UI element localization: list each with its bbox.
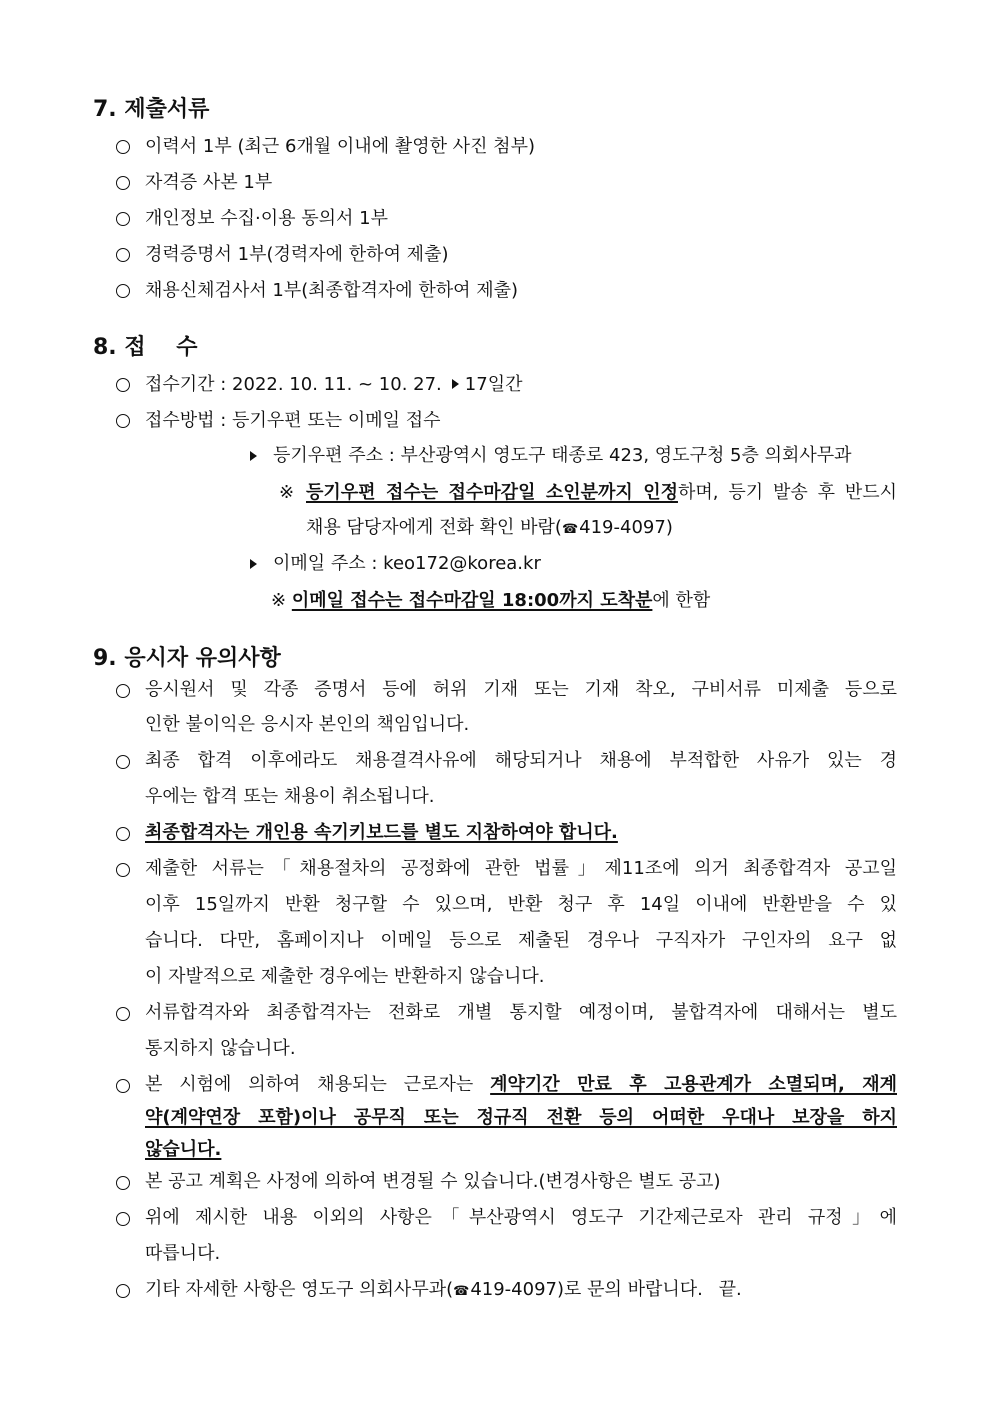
doc-item-4: 경력증명서 1부(경력자에 한하여 제출) xyxy=(145,244,449,265)
circle-bullet-icon xyxy=(116,1176,130,1190)
reception-period-days: 17일간 xyxy=(464,374,523,395)
notice-4-line2: 이후 15일까지 반환 청구할 수 있으며, 반환 청구 후 14일 이내에 반환받을 수 있 xyxy=(145,894,897,915)
circle-bullet-icon xyxy=(116,140,130,154)
mail-note-line1 xyxy=(306,481,897,505)
reception-method: 접수방법 : 등기우편 또는 이메일 접수 xyxy=(145,410,441,431)
circle-bullet-icon xyxy=(116,378,130,392)
notice-9-end: 끝. xyxy=(718,1279,742,1300)
mail-note-line2-text: 채용 담당자에게 전화 확인 바람( xyxy=(306,517,562,538)
circle-bullet-icon xyxy=(116,1007,130,1021)
email-address: 이메일 주소 : keo172@korea.kr xyxy=(273,553,541,574)
triangle-bullet-icon xyxy=(250,559,257,569)
notice-7: 본 공고 계획은 사정에 의하여 변경될 수 있습니다.(변경사항은 별도 공고) xyxy=(145,1171,721,1192)
notice-8-line1: 위에 제시한 내용 이외의 사항은「부산광역시 영도구 기간제근로자 관리 규정」에 xyxy=(145,1207,897,1228)
notice-8-line2: 따릅니다. xyxy=(145,1243,221,1264)
circle-bullet-icon xyxy=(116,827,130,841)
mail-note-bold: 등기우편 접수는 접수마감일 소인분까지 인정 xyxy=(306,482,678,503)
circle-bullet-icon xyxy=(116,755,130,769)
notice-9 xyxy=(145,1278,742,1304)
notice-6-line2: 약(계약연장 포함)이나 공무직 또는 정규직 전환 등의 어떠한 우대나 보장을 하지 xyxy=(145,1107,897,1128)
circle-bullet-icon xyxy=(116,1212,130,1226)
mail-note-line2 xyxy=(306,516,673,542)
notice-6-line3: 않습니다. xyxy=(145,1139,222,1160)
notice-9-text: 기타 자세한 사항은 영도구 의회사무과( xyxy=(145,1279,454,1300)
notice-2-line2: 우에는 합격 또는 채용이 취소됩니다. xyxy=(145,786,435,807)
doc-item-2: 자격증 사본 1부 xyxy=(145,172,273,193)
mail-address: 등기우편 주소 : 부산광역시 영도구 태종로 423, 영도구청 5층 의회사무과 xyxy=(273,445,852,466)
circle-bullet-icon xyxy=(116,176,130,190)
section-8-title: 8. 접 수 xyxy=(93,335,198,360)
notice-1-line1: 응시원서 및 각종 증명서 등에 허위 기재 또는 기재 착오, 구비서류 미제출 등으로 xyxy=(145,679,897,700)
doc-item-1: 이력서 1부 (최근 6개월 이내에 촬영한 사진 첨부) xyxy=(145,136,535,157)
circle-bullet-icon xyxy=(116,1079,130,1093)
reception-period xyxy=(145,373,522,397)
mail-note-phone: 419-4097) xyxy=(579,517,673,538)
notice-1-line2: 인한 불이익은 응시자 본인의 책임입니다. xyxy=(145,714,470,735)
mail-note-rest: 하며, 등기 발송 후 반드시 xyxy=(677,482,897,503)
notice-2-line1: 최종 합격 이후에라도 채용결격사유에 해당되거나 채용에 부적합한 사유가 있는 경 xyxy=(145,750,897,771)
notice-4-line3: 습니다. 다만, 홈페이지나 이메일 등으로 제출된 경우나 구직자가 구인자의 요구 없 xyxy=(145,930,897,951)
notice-6-bold: 계약기간 만료 후 고용관계가 소멸되며, 재계 xyxy=(490,1074,897,1095)
email-note-mark: ※ xyxy=(271,590,287,611)
circle-bullet-icon xyxy=(116,863,130,877)
triangle-bullet-icon xyxy=(250,451,257,461)
phone-icon: ☎ xyxy=(453,1284,470,1299)
notice-6-plain: 본 시험에 의하여 채용되는 근로자는 xyxy=(145,1074,491,1095)
circle-bullet-icon xyxy=(116,248,130,262)
circle-bullet-icon xyxy=(116,684,130,698)
section-7-title: 7. 제출서류 xyxy=(93,97,210,122)
notice-5-line1: 서류합격자와 최종합격자는 전화로 개별 통지할 예정이며, 불합격자에 대해서는 별도 xyxy=(145,1002,897,1023)
triangle-bullet-icon xyxy=(452,379,459,389)
notice-5-line2: 통지하지 않습니다. xyxy=(145,1038,296,1059)
circle-bullet-icon xyxy=(116,284,130,298)
mail-note-mark: ※ xyxy=(279,482,295,503)
notice-6-line1 xyxy=(145,1073,897,1097)
circle-bullet-icon xyxy=(116,1284,130,1298)
notice-9-phone: 419-4097)로 문의 바랍니다. xyxy=(470,1279,703,1300)
notice-4-line1: 제출한 서류는「채용절차의 공정화에 관한 법률」제11조에 의거 최종합격자 공고일 xyxy=(145,858,897,879)
email-note-rest: 에 한함 xyxy=(652,590,711,611)
reception-period-text: 접수기간 : 2022. 10. 11. ~ 10. 27. xyxy=(145,374,442,395)
notice-3: 최종합격자는 개인용 속기키보드를 별도 지참하여야 합니다. xyxy=(145,822,618,843)
notice-4-line4: 이 자발적으로 제출한 경우에는 반환하지 않습니다. xyxy=(145,966,545,987)
phone-icon: ☎ xyxy=(561,522,579,537)
circle-bullet-icon xyxy=(116,212,130,226)
doc-item-5: 채용신체검사서 1부(최종합격자에 한하여 제출) xyxy=(145,280,519,301)
email-note-bold: 이메일 접수는 접수마감일 18:00까지 도착분 xyxy=(291,590,653,611)
email-note xyxy=(271,589,710,613)
circle-bullet-icon xyxy=(116,414,130,428)
section-9-title: 9. 응시자 유의사항 xyxy=(93,646,281,671)
doc-item-3: 개인정보 수집·이용 동의서 1부 xyxy=(145,208,388,229)
